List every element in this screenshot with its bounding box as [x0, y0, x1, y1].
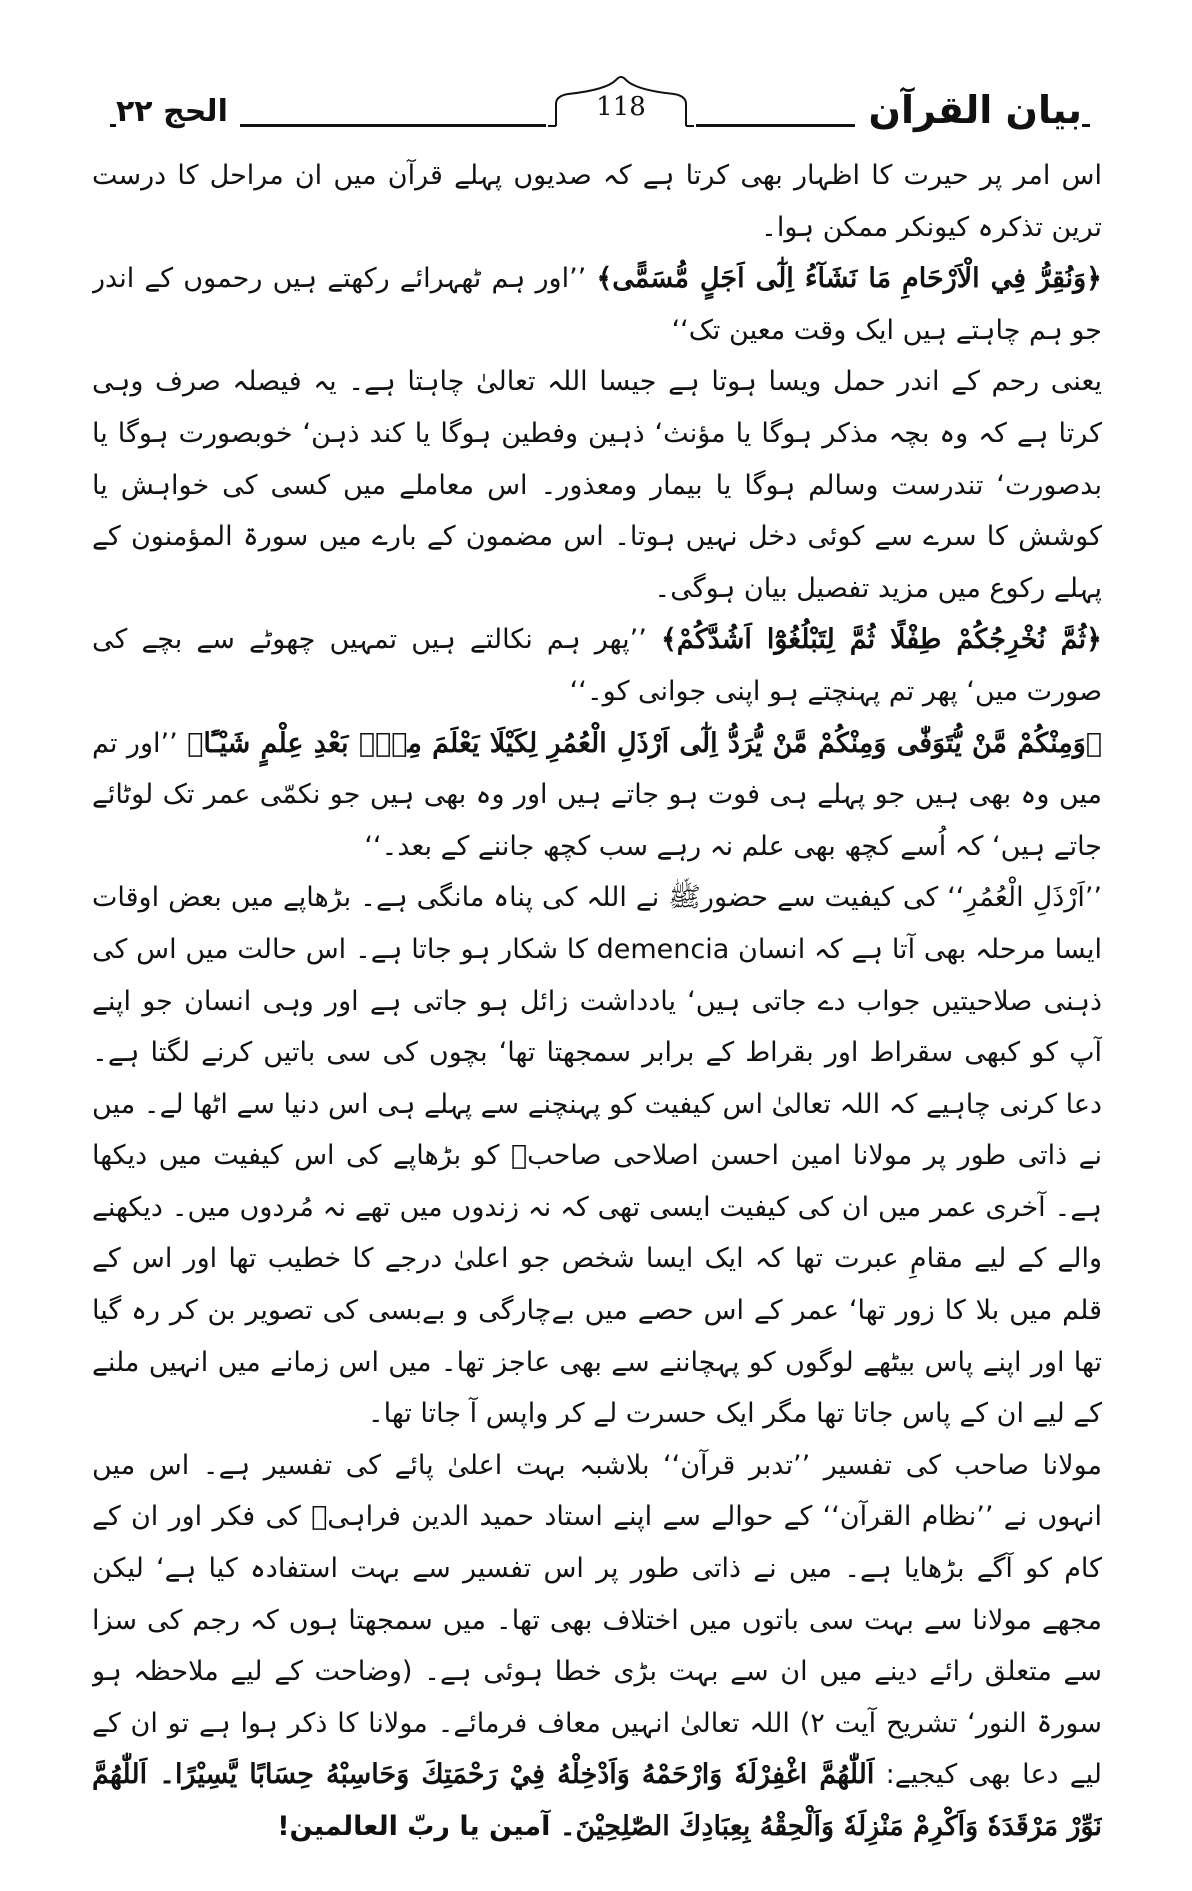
- paragraph: [92, 1440, 1102, 1853]
- page-number-ornament: [546, 74, 696, 130]
- dua-text: اَللّٰھُمَّ اغْفِرْلَهٗ وَارْحَمْهُ وَاَدْخِلْهُ فِيْ رَحْمَتِكَ وَحَاسِبْهُ حِسَابًا يَّسِيْرًا۔ اَللّٰھُمَّ نَوِّرْ مَرْقَدَهٗ وَاَكْرِمْ مَنْزِلَهٗ وَاَلْحِقْهُ بِعِبَادِكَ الصّٰلِحِيْنَ۔: [92, 1759, 1102, 1842]
- main-text: [92, 150, 1102, 1870]
- paragraph: [92, 356, 1102, 614]
- page-number: 118: [596, 92, 646, 122]
- verse-translation: ’’اور ہم ٹھہرائے رکھتے ہیں رحموں کے اندر جو ہم چاہتے ہیں ایک وقت معین تک‘‘: [92, 263, 1102, 346]
- paragraph: [92, 253, 1102, 356]
- paragraph: [92, 872, 1102, 1440]
- paragraph-text: یعنی رحم کے اندر حمل ویسا ہوتا ہے جیسا اللہ تعالیٰ چاہتا ہے۔ یہ فیصلہ صرف وہی کرتا ہے کہ وہ بچہ مذکر ہوگا یا مؤنث‘ ذہین وفطین ہوگا یا کند ذہن‘ خوبصورت ہوگا یا بدصورت‘ تندرست وسالم ہوگا یا بیمار ومعذور۔ اس معاملے میں کسی کی خواہش یا کوشش کا سرے سے کوئی دخل نہیں ہوتا۔ اس مضمون کے بارے میں سورۃ المؤمنون کے پہلے رکوع میں مزید تفصیل بیان ہوگی۔: [92, 366, 1102, 604]
- paragraph: [92, 150, 1102, 253]
- page-header: [110, 78, 1192, 138]
- verse-translation: ’’اور تم میں وہ بھی ہیں جو پہلے ہی فوت ہو جاتے ہیں اور وہ بھی ہیں جو نکمّی عمر تک لوٹائے جاتے ہیں‘ کہ اُسے کچھ بھی علم نہ رہے سب کچھ جاننے کے بعد۔‘‘: [92, 727, 1102, 862]
- quran-verse: ﴿وَمِنْكُمْ مَّنْ يُّتَوَفّٰى وَمِنْكُمْ مَّنْ يُّرَدُّ اِلٰٓى اَرْذَلِ الْعُمُرِ لِكَيْلَا يَعْلَمَ مِنْۢ بَعْدِ عِلْمٍ شَيْـًٔا﴾: [187, 727, 1102, 759]
- paragraph-text: مولانا صاحب کی تفسیر ’’تدبر قرآن‘‘ بلاشبہ بہت اعلیٰ پائے کی تفسیر ہے۔ اس میں انہوں نے ’’نظام القرآن‘‘ کے حوالے سے اپنے استاد حمید الدین فراہیؒ کی فکر اور ان کے کام کو آگے بڑھایا ہے۔ میں نے ذاتی طور پر اس تفسیر سے بہت استفادہ کیا ہے‘ لیکن مجھے مولانا سے بہت سی باتوں میں اختلاف بھی تھا۔ میں سمجھتا ہوں کہ رجم کی سزا سے متعلق رائے دینے میں ان سے بہت بڑی خطا ہوئی ہے۔ (وضاحت کے لیے ملاحظہ ہو سورۃ النور‘ تشریح آیت ۲) اللہ تعالیٰ انہیں معاف فرمائے۔ مولانا کا ذکر ہوا ہے تو ان کے لیے دعا بھی کیجیے:: [92, 1449, 1102, 1791]
- paragraph: [92, 718, 1102, 873]
- paragraph-text: ’’اَرْذَلِ الْعُمُرِ‘‘ کی کیفیت سے حضورﷺ نے اللہ کی پناہ مانگی ہے۔ بڑھاپے میں بعض اوقات ایسا مرحلہ بھی آتا ہے کہ انسان demencia کا شکار ہو جاتا ہے۔ اس حالت میں اس کی ذہنی صلاحیتیں جواب دے جاتی ہیں‘ یادداشت زائل ہو جاتی ہے اور وہی انسان جو اپنے آپ کو کبھی سقراط اور بقراط کے برابر سمجھتا تھا‘ بچوں کی سی باتیں کرنے لگتا ہے۔ دعا کرنی چاہیے کہ اللہ تعالیٰ اس کیفیت کو پہنچنے سے پہلے ہی اس دنیا سے اٹھا لے۔ میں نے ذاتی طور پر مولانا امین احسن اصلاحی صاحبؒ کو بڑھاپے کی اس کیفیت میں دیکھا ہے۔ آخری عمر میں ان کی کیفیت ایسی تھی کہ نہ زندوں میں تھے نہ مُردوں میں۔ دیکھنے والے کے لیے مقامِ عبرت تھا کہ ایک ایسا شخص جو اعلیٰ درجے کا خطیب تھا اور اس کے قلم میں بلا کا زور تھا‘ عمر کے اس حصے میں بےچارگی و بےبسی کی تصویر بن کر رہ گیا تھا اور اپنے پاس بیٹھے لوگوں کو پہچاننے سے بھی عاجز تھا۔ میں اس زمانے میں انہیں ملنے کے لیے ان کے پاس جاتا تھا مگر ایک حسرت لے کر واپس آ جاتا تھا۔: [92, 882, 1102, 1430]
- closing-text: آمین یا ربّ العالمین!: [277, 1811, 560, 1842]
- book-title: بیان القرآن: [855, 88, 1082, 132]
- verse-translation: ’’پھر ہم نکالتے ہیں تمہیں چھوٹے سے بچے کی صورت میں‘ پھر تم پہنچتے ہو اپنی جوانی کو۔‘‘: [92, 624, 1102, 707]
- paragraph-text: اس امر پر حیرت کا اظہار بھی کرتا ہے کہ صدیوں پہلے قرآن میں ان مراحل کا درست ترین تذکرہ کیونکر ممکن ہوا۔: [92, 160, 1102, 243]
- quran-verse: ﴿ثُمَّ نُخْرِجُكُمْ طِفْلًا ثُمَّ لِتَبْلُغُوْٓا اَشُدَّكُمْ﴾: [660, 624, 1102, 656]
- quran-verse: ﴿وَنُقِرُّ فِي الْاَرْحَامِ مَا نَشَآءُ اِلٰٓى اَجَلٍ مُّسَمًّى﴾: [596, 263, 1102, 295]
- paragraph: [92, 614, 1102, 717]
- chapter-title: الحج ۲۲: [116, 92, 240, 132]
